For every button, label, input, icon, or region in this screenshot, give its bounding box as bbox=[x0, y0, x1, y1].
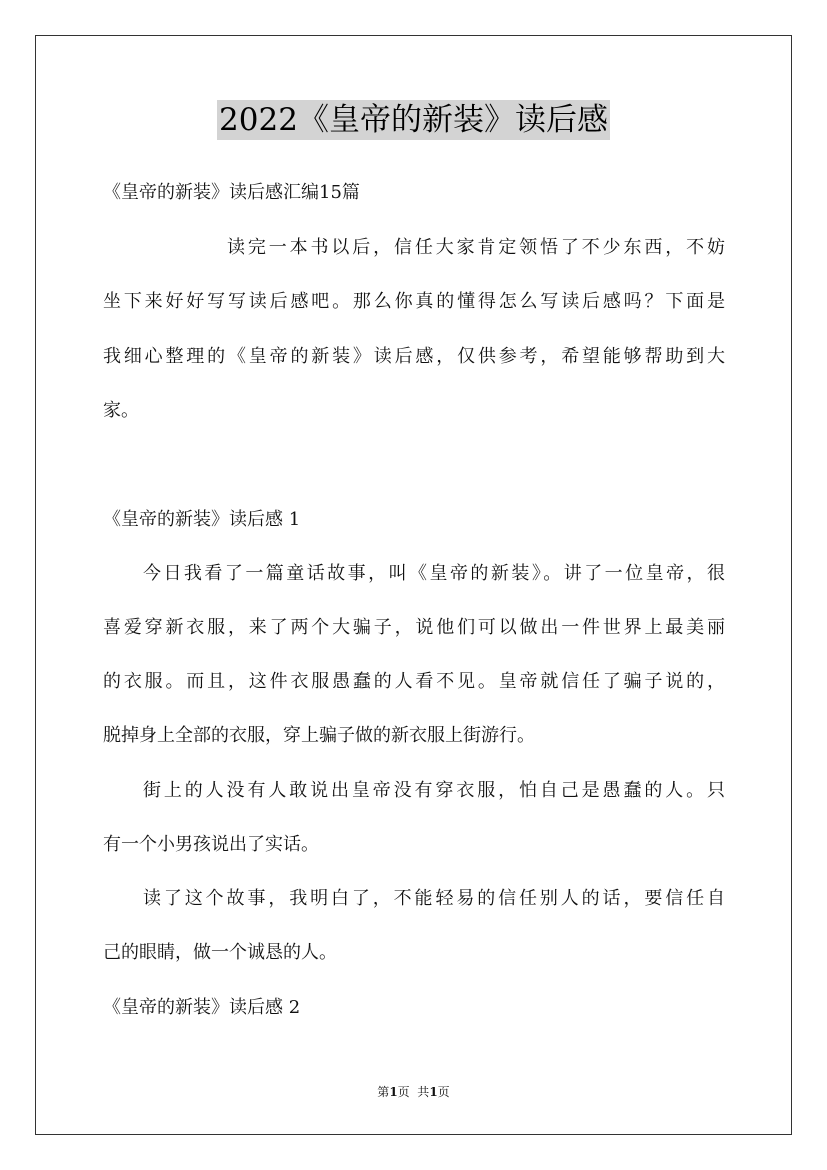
essay1-line-6: 有一个小男孩说出了实话。 bbox=[103, 834, 319, 855]
document-title: 2022《皇帝的新装》读后感 bbox=[219, 102, 608, 138]
footer-page-total: 1 bbox=[429, 1085, 438, 1099]
footer-mid: 页 共 bbox=[397, 1085, 430, 1099]
essay1-line-2: 喜爱穿新衣服，来了两个大骗子，说他们可以做出一件世界上最美丽 bbox=[103, 617, 725, 638]
footer-pre: 第 bbox=[377, 1085, 390, 1099]
essay1-line-8: 己的眼睛，做一个诚恳的人。 bbox=[103, 942, 337, 963]
essay1-line-7: 读了这个故事，我明白了，不能轻易的信任别人的话，要信任自 bbox=[143, 888, 725, 909]
intro-line-2: 坐下来好好写写读后感吧。那么你真的懂得怎么写读后感吗？下面是 bbox=[103, 291, 725, 312]
essay1-heading: 《皇帝的新装》读后感 1 bbox=[103, 509, 301, 530]
essay1-line-3: 的衣服。而且，这件衣服愚蠢的人看不见。皇帝就信任了骗子说的， bbox=[103, 671, 725, 692]
footer-post: 页 bbox=[437, 1085, 450, 1099]
intro-line-1: 读完一本书以后，信任大家肯定领悟了不少东西，不妨 bbox=[227, 237, 725, 258]
intro-line-3: 我细心整理的《皇帝的新装》读后感，仅供参考，希望能够帮助到大 bbox=[103, 346, 725, 367]
intro-line-4: 家。 bbox=[103, 400, 139, 421]
essay1-line-1: 今日我看了一篇童话故事，叫《皇帝的新装》。讲了一位皇帝，很 bbox=[143, 563, 725, 584]
document-subtitle: 《皇帝的新装》读后感汇编15篇 bbox=[103, 182, 360, 203]
page-footer bbox=[0, 1084, 827, 1100]
footer-page-num: 1 bbox=[389, 1085, 398, 1099]
essay2-heading: 《皇帝的新装》读后感 2 bbox=[103, 997, 301, 1018]
essay1-line-4: 脱掉身上全部的衣服，穿上骗子做的新衣服上街游行。 bbox=[103, 725, 535, 746]
title-wrap bbox=[0, 100, 827, 140]
essay1-line-5: 街上的人没有人敢说出皇帝没有穿衣服，怕自己是愚蠢的人。只 bbox=[143, 780, 725, 801]
